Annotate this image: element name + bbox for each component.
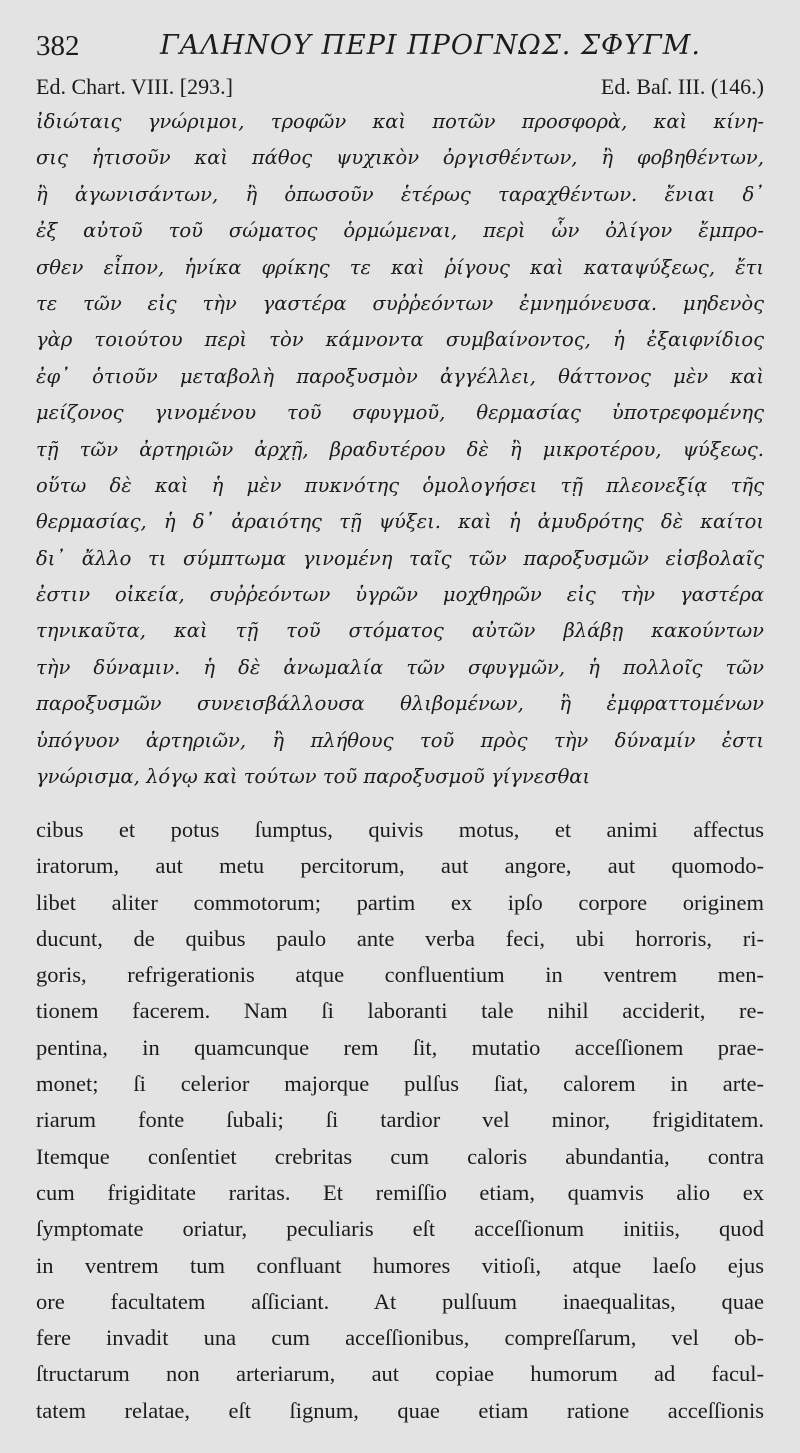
- greek-text-line: τηνικαῦτα, καὶ τῇ τοῦ στόματος αὐτῶν βλάβῃ κακούντων: [36, 619, 764, 643]
- greek-text-line: παροξυσμῶν συνεισβάλλουσα θλιβομένων, ἢ ἐμφραττομένων: [36, 692, 764, 716]
- latin-text-line: Itemque conſentiet crebritas cum caloris abundantia, contra: [36, 1143, 764, 1169]
- edition-references: [36, 74, 764, 104]
- latin-text-line: riarum fonte ſubali; ſi tardior vel minor, frigiditatem.: [36, 1107, 764, 1133]
- latin-text-line: in ventrem tum confluant humores vitioſi, atque laeſo ejus: [36, 1252, 764, 1278]
- greek-text-line: σις ἡτισοῦν καὶ πάθος ψυχικὸν ὀργισθέντων, ἢ φοβηθέντων,: [36, 146, 764, 170]
- edition-chartier: Ed. Chart. VIII. [293.]: [36, 74, 233, 99]
- greek-text-line: ἰδιώταις γνώριμοι, τροφῶν καὶ ποτῶν προσφορὰ, καὶ κίνη-: [36, 110, 764, 133]
- page-number: 382: [36, 30, 80, 62]
- greek-text-line: θερμασίας, ἡ δ᾽ ἀραιότης τῇ ψύξει. καὶ ἡ ἀμυδρότης δὲ καίτοι: [36, 510, 764, 534]
- latin-text-line: cum frigiditate raritas. Et remiſſio etiam, quamvis alio ex: [36, 1179, 764, 1205]
- latin-text-line: ore facultatem aſſiciant. At pulſuum inaequalitas, quae: [36, 1288, 764, 1314]
- latin-text-line: cibus et potus ſumptus, quivis motus, et animi affectus: [36, 817, 764, 842]
- greek-text-line: γνώρισμα, λόγῳ καὶ τούτων τοῦ παροξυσμοῦ γίγνεσθαι: [36, 765, 591, 789]
- greek-text-line: οὕτω δὲ καὶ ἡ μὲν πυκνότης ὁμολογήσει τῇ πλεονεξίᾳ τῆς: [36, 473, 764, 497]
- latin-text-line: pentina, in quamcunque rem ſit, mutatio acceſſionem prae-: [36, 1034, 764, 1060]
- latin-text-line: ſymptomate oriatur, peculiaris eſt acceſſionum initiis, quod: [36, 1216, 764, 1242]
- latin-text-line: ducunt, de quibus paulo ante verba feci, ubi horroris, ri-: [36, 925, 764, 951]
- latin-text-line: ſtructarum non arteriarum, aut copiae humorum ad facul-: [36, 1361, 764, 1387]
- latin-text-line: iratorum, aut metu percitorum, aut angore, aut quomodo-: [36, 853, 764, 879]
- latin-text-line: monet; ſi celerior majorque pulſus ſiat, calorem in arte-: [36, 1071, 764, 1097]
- greek-text-line: μείζονος γινομένου τοῦ σφυγμοῦ, θερμασίας ὑποτρεφομένης: [36, 401, 764, 425]
- greek-text-line: ἐστιν οἰκεία, συῤῥεόντων ὑγρῶν μοχθηρῶν εἰς τὴν γαστέρα: [36, 583, 764, 607]
- greek-text-line: γὰρ τοιούτου περὶ τὸν κάμνοντα συμβαίνοντος, ἡ ἐξαιφνίδιος: [36, 328, 764, 352]
- latin-text: [36, 812, 764, 1429]
- greek-text-line: ἐξ αὐτοῦ τοῦ σώματος ὁρμώμεναι, περὶ ὧν ὀλίγον ἔμπρο-: [36, 219, 764, 243]
- latin-text-line: goris, refrigerationis atque confluentium in ventrem men-: [36, 962, 764, 988]
- greek-text-line: τῇ τῶν ἀρτηριῶν ἀρχῇ, βραδυτέρου δὲ ἢ μικροτέρου, ψύξεως.: [36, 437, 764, 461]
- latin-text-line: tatem relatae, eſt ſignum, quae etiam ratione acceſſionis: [36, 1397, 764, 1423]
- greek-text: [36, 104, 764, 795]
- greek-text-line: ἢ ἀγωνισάντων, ἢ ὁπωσοῦν ἑτέρως ταραχθέντων. ἔνιαι δ᾽: [36, 182, 764, 206]
- latin-text-line: tionem facerem. Nam ſi laboranti tale nihil acciderit, re-: [36, 998, 764, 1024]
- greek-text-line: τὴν δύναμιν. ἡ δὲ ἀνωμαλία τῶν σφυγμῶν, ἡ πολλοῖς τῶν: [36, 655, 764, 679]
- latin-text-line: fere invadit una cum acceſſionibus, compreſſarum, vel ob-: [36, 1325, 764, 1351]
- edition-basel: Ed. Baſ. III. (146.): [600, 74, 764, 99]
- running-title: ΓΑΛΗΝΟΥ ΠΕΡΙ ΠΡΟΓΝΩΣ. ΣΦΥΓΜ.: [160, 30, 701, 61]
- greek-text-line: σθεν εἶπον, ἡνίκα φρίκης τε καὶ ῥίγους καὶ καταψύξεως, ἔτι: [36, 255, 764, 279]
- greek-text-line: δι᾽ ἄλλο τι σύμπτωμα γινομένη ταῖς τῶν παροξυσμῶν εἰσβολαῖς: [36, 546, 764, 570]
- greek-text-line: τε τῶν εἰς τὴν γαστέρα συῤῥεόντων ἐμνημόνευσα. μηδενὸς: [36, 291, 764, 315]
- latin-text-line: libet aliter commotorum; partim ex ipſo corpore originem: [36, 889, 764, 915]
- greek-text-line: ἐφ᾽ ὁτιοῦν μεταβολὴ παροξυσμὸν ἀγγέλλει, θάττονος μὲν καὶ: [36, 364, 764, 388]
- greek-text-line: ὑπόγυον ἀρτηριῶν, ἢ πλήθους τοῦ πρὸς τὴν δύναμίν ἐστι: [36, 728, 764, 752]
